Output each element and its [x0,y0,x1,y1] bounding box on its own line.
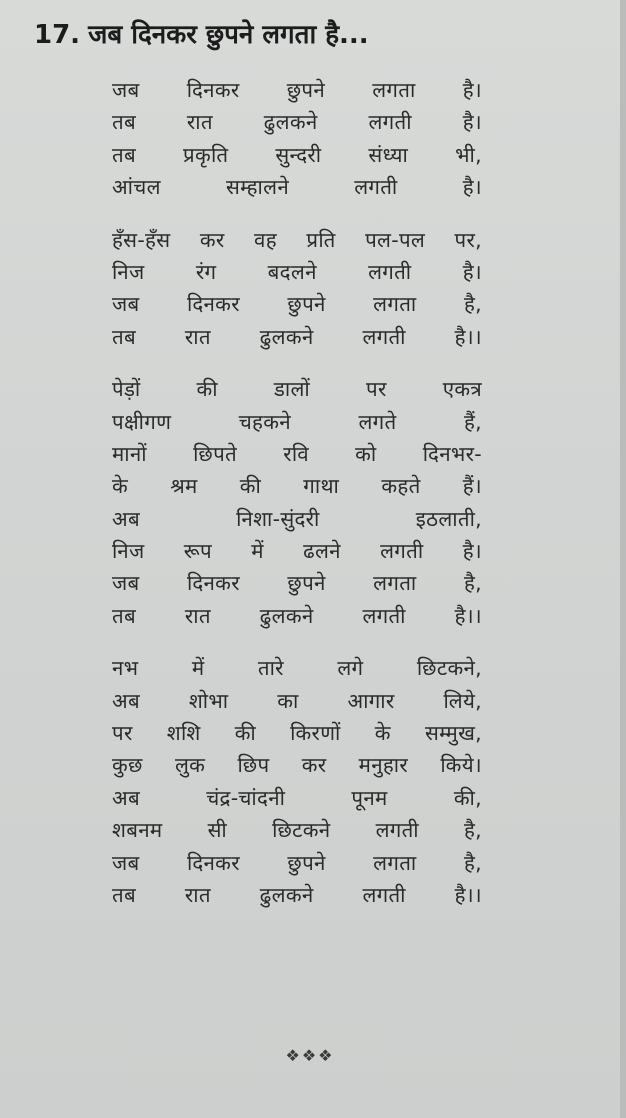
poem-line: तब रात ढुलकने लगती है।। [112,882,482,907]
stanza [112,652,482,911]
section-divider: ❖❖❖ [285,1046,335,1065]
poem-line: निज रूप में ढलने लगती है। [112,539,482,564]
poem-line: शबनम सी छिटकने लगती है, [112,818,482,843]
poem-line: पर शशि की किरणों के सम्मुख, [112,721,482,746]
poem-line: निज रंग बदलने लगती है। [112,259,482,284]
poem-line: जब दिनकर छुपने लगता है, [112,571,482,596]
poem-line: जब दिनकर छुपने लगता है। [112,78,482,102]
poem-title-text: जब दिनकर छुपने लगता है... [88,20,369,50]
poem-line: अब शोभा का आगार लिये, [112,688,482,713]
stanza [112,74,482,204]
poem-line: तब प्रकृति सुन्दरी संध्या भी, [112,142,482,167]
poem-line: तब रात ढुलकने लगती है। [112,110,482,135]
poem-line: तब रात ढुलकने लगती है।। [112,324,482,349]
poem-line: के श्रम की गाथा कहते हैं। [112,474,482,499]
poem-line: पक्षीगण चहकने लगते हैं, [112,409,482,434]
poem-line: अब निशा-सुंदरी इठलाती, [112,506,482,531]
poem-body [112,74,482,931]
poem-line: पेड़ों की डालों पर एकत्र [112,377,482,402]
poem-line: जब दिनकर छुपने लगता है, [112,292,482,317]
poem-line: अब चंद्र-चांदनी पूनम की, [112,785,482,810]
poem-title [34,18,614,52]
poem-line: मानों छिपते रवि को दिनभर- [112,441,482,466]
stanza [112,373,482,632]
stanza [112,224,482,354]
poem-line: आंचल सम्हालने लगती है। [112,175,482,200]
poem-line: कुछ लुक छिप कर मनुहार किये। [112,753,482,778]
poem-line: जब दिनकर छुपने लगता है, [112,850,482,875]
poem-line: हँस-हँस कर वह प्रति पल-पल पर, [112,227,482,252]
poem-number: 17. [34,20,81,50]
poem-line: नभ में तारे लगे छिटकने, [112,656,482,681]
poem-line: तब रात ढुलकने लगती है।। [112,603,482,628]
